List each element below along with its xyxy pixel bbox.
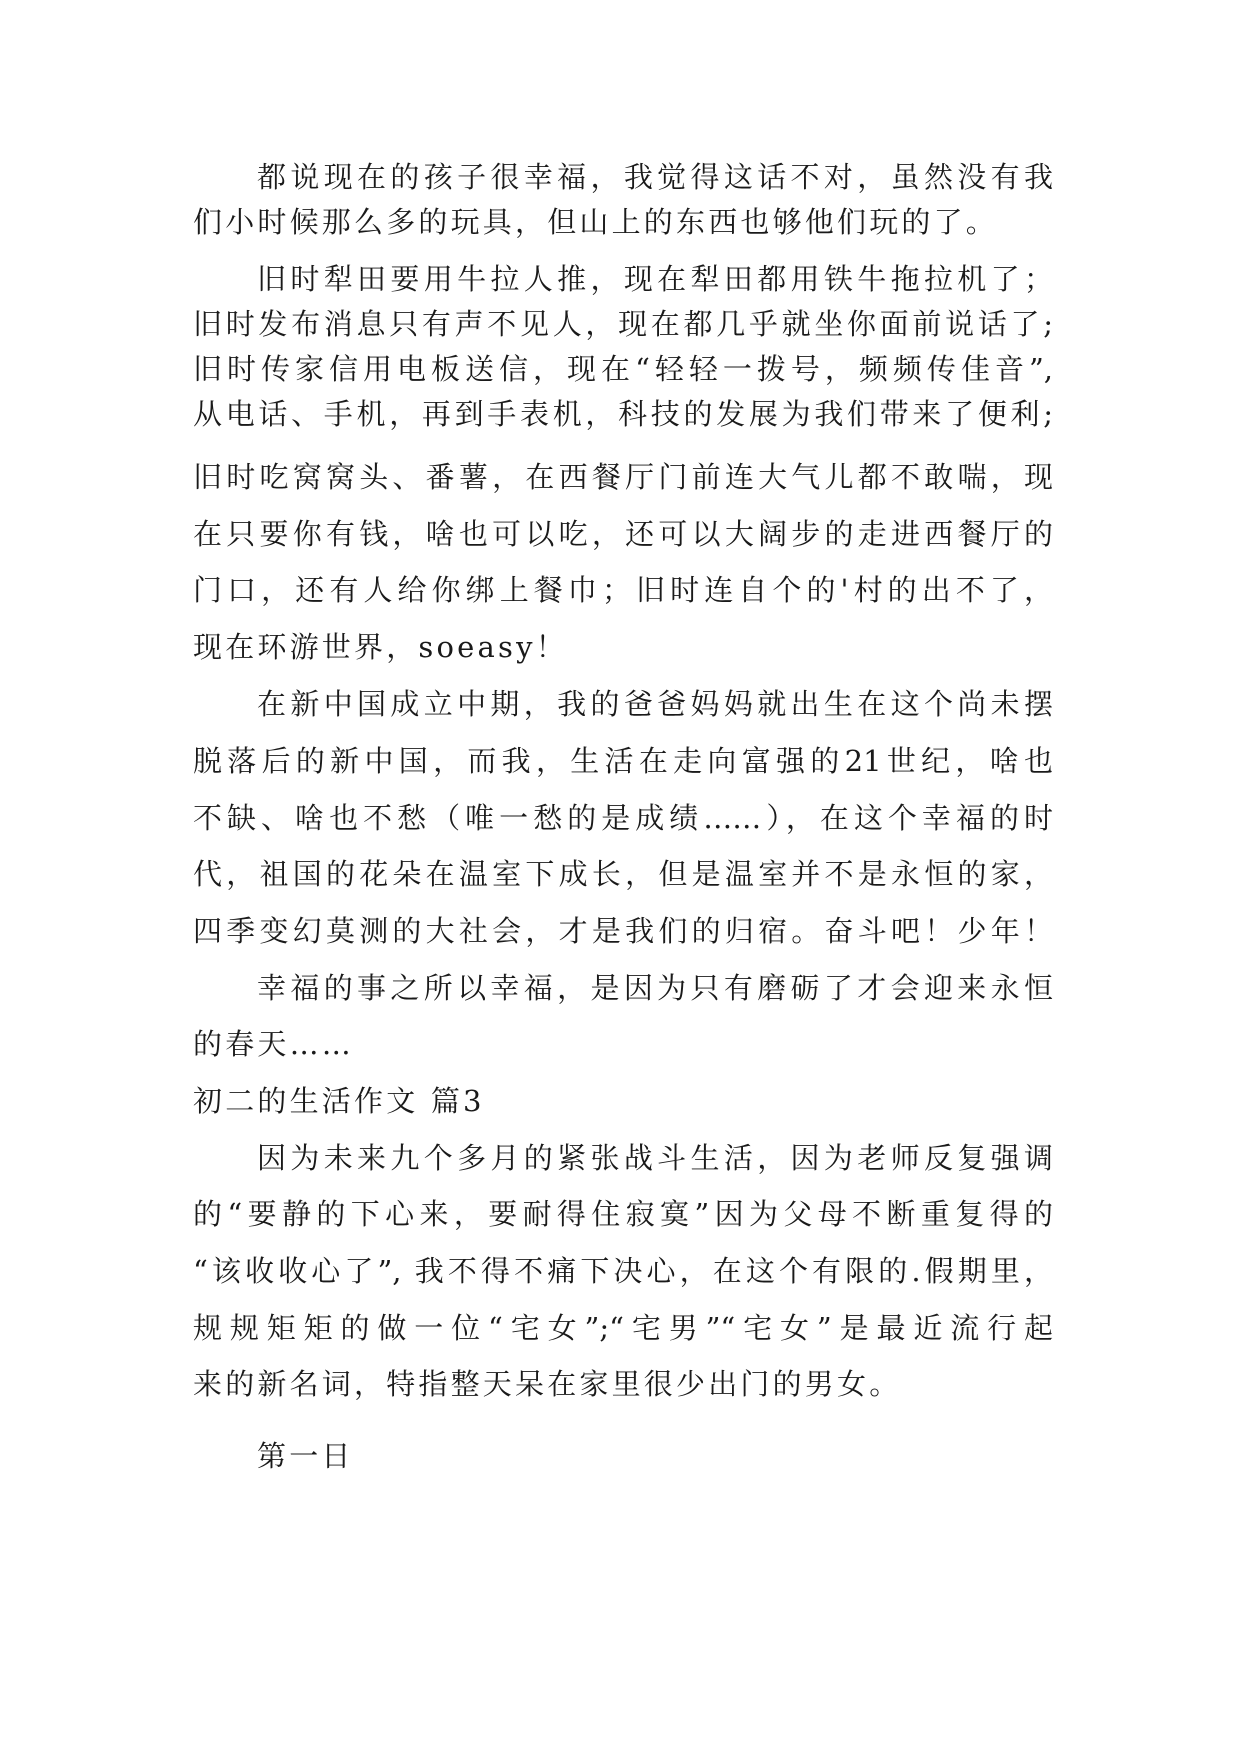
paragraph-line: 脱落后的新中国，而我，生活在走向富强的21世纪，啥也 [193, 744, 1053, 778]
paragraph-line: 旧时犁田要用牛拉人推，现在犁田都用铁牛拖拉机了； [257, 262, 1053, 296]
paragraph-line: 旧时吃窝窝头、番薯，在西餐厅门前连大气儿都不敢喘，现 [193, 460, 1053, 494]
paragraph-line: 们小时候那么多的玩具，但山上的东西也够他们玩的了。 [193, 205, 999, 239]
paragraph-line: 门口，还有人给你绑上餐巾；旧时连自个的'村的出不了， [193, 573, 1053, 607]
paragraph-line: 的春天…… [193, 1027, 355, 1061]
paragraph-line: 因为未来九个多月的紧张战斗生活，因为老师反复强调 [257, 1141, 1053, 1175]
paragraph-line: 从电话、手机，再到手表机，科技的发展为我们带来了便利; [193, 397, 1053, 431]
paragraph-line: 在新中国成立中期，我的爸爸妈妈就出生在这个尚未摆 [257, 687, 1053, 721]
paragraph-line: 旧时传家信用电板送信，现在“轻轻一拨号，频频传佳音”, [193, 352, 1053, 386]
section-heading: 初二的生活作文 篇3 [193, 1084, 485, 1118]
paragraph-line: 不缺、啥也不愁（唯一愁的是成绩……），在这个幸福的时 [193, 801, 1053, 835]
paragraph-line: 幸福的事之所以幸福，是因为只有磨砺了才会迎来永恒 [257, 971, 1053, 1005]
paragraph-line: 四季变幻莫测的大社会，才是我们的归宿。奋斗吧！少年！ [193, 914, 1053, 948]
paragraph-line: 规规矩矩的做一位“宅女”;“宅男”“宅女”是最近流行起 [193, 1311, 1053, 1345]
paragraph-line: 旧时发布消息只有声不见人，现在都几乎就坐你面前说话了; [193, 307, 1053, 341]
paragraph-line: 现在环游世界，soeasy！ [193, 630, 568, 664]
paragraph-line: 都说现在的孩子很幸福，我觉得这话不对，虽然没有我 [257, 160, 1053, 194]
paragraph-line: 在只要你有钱，啥也可以吃，还可以大阔步的走进西餐厅的 [193, 517, 1053, 551]
paragraph-line: 第一日 [257, 1439, 354, 1473]
paragraph-line: “该收收心了”, 我不得不痛下决心，在这个有限的.假期里， [193, 1254, 1053, 1288]
paragraph-line: 来的新名词，特指整天呆在家里很少出门的男女。 [193, 1367, 902, 1401]
paragraph-line: 的“要静的下心来，要耐得住寂寞”因为父母不断重复得的 [193, 1197, 1053, 1231]
paragraph-line: 代，祖国的花朵在温室下成长，但是温室并不是永恒的家， [193, 857, 1053, 891]
